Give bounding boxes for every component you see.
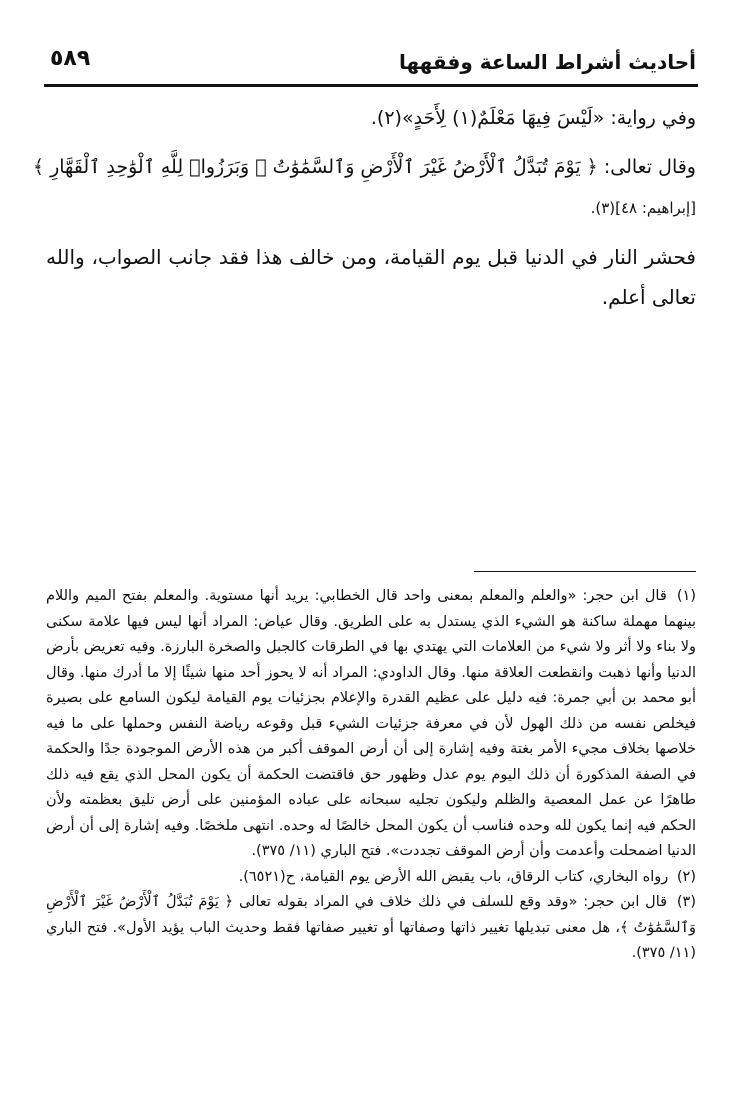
body-line-narration: وفي رواية: «لَيْسَ فِيهَا مَعْلَمٌ(١) لِأَحَدٍ»(٢). [370, 107, 696, 129]
verse-reference: [إبراهيم: ٤٨](٣). [590, 199, 696, 217]
footnote-number: (١) [676, 588, 696, 604]
footnote-divider [474, 571, 696, 572]
running-header-title: أحاديث أشراط الساعة وفقهها [398, 50, 696, 74]
header-divider [44, 84, 698, 87]
footnote-3 [46, 890, 696, 967]
body-paragraph: فحشر النار في الدنيا قبل يوم القيامة، ومن خالف هذا فقد جانب الصواب، والله تعالى أعلم. [46, 245, 696, 309]
footnote-1 [46, 584, 696, 865]
footnote-text: قال ابن حجر: «والعلم والمعلم بمعنى واحد قال الخطابي: يريد أنها مستوية. والمعلم بفتح الميم واللام بينهما مهملة ساكنة هو الشيء الذي يستدل به على الطريق. وقال عياض: المراد أنها ليس فيها علامة سكنى ولا بناء ولا أثر ولا شيء من العلامات التي يهتدي بها في الطرقات كالجبل والصخرة البارزة. وفيه تعريض بأرض الدنيا وأنها ذهبت وانقطعت العلاقة منها. وقال الداودي: المراد أنه لا يحوز أحد منها شيئًا إلا ما أدرك منها. وقال أبو محمد بن أبي جمرة: فيه دليل على عظيم القدرة والإعلام بجزئيات يوم القيامة ليكون السامع على بصيرة فيخلص نفسه من ذلك الهول لأن في معرفة جزئيات الشيء قبل وقوعه رياضة النفس وحملها على ما فيه خلاصها بخلاف مجيء الأمر بغتة وفيه إشارة إلى أن أرض الموقف أكبر من هذه الأرض الموجودة جدًا والحكمة في الصفة المذكورة أن ذلك اليوم يوم عدل وظهور حق فاقتضت الحكمة أن يكون المحل الذي يقع فيه ذلك طاهرًا عن عمل المعصية والظلم وليكون تجليه سبحانه على عباده المؤمنين على أرض تليق بعظمته ولأن الحكم فيه إنما يكون لله وحده فناسب أن يكون المحل خالصًا له وحده. انتهى ملخصًا. وفيه إشارة إلى أن أرض الدنيا اضمحلت وأعدمت وأن أرض الموقف تجددت». فتح الباري (١١/ ٣٧٥). [46, 588, 696, 859]
footnote-2 [46, 865, 696, 891]
footnote-text: قال ابن حجر: «وقد وقع للسلف في ذلك خلاف في المراد بقوله تعالى ﴿ يَوْمَ تُبَدَّلُ ٱلْأَرْضُ غَيْرَ ٱلْأَرْضِ وَٱلسَّمَٰوَٰتُ ﴾، هل معنى تبديلها تغيير ذاتها وصفاتها أو تغيير صفاتها فقط وحديث الباب يؤيد الأول». فتح الباري (١١/ ٣٧٥). [46, 894, 696, 961]
page-number: ٥٨٩ [50, 46, 91, 71]
footnotes-section [46, 584, 696, 967]
footnote-number: (٣) [676, 894, 696, 910]
footnote-text: رواه البخاري، كتاب الرقاق، باب يقبض الله الأرض يوم القيامة، ح(٦٥٢١). [238, 868, 669, 885]
body-line-quran-verse: وقال تعالى: ﴿ يَوْمَ تُبَدَّلُ ٱلْأَرْضُ غَيْرَ ٱلْأَرْضِ وَٱلسَّمَٰوَٰتُ ۖ وَبَرَزُوا۟ لِلَّهِ ٱلْوَٰحِدِ ٱلْقَهَّارِ ﴾ [32, 156, 696, 178]
footnote-number: (٢) [676, 868, 696, 885]
